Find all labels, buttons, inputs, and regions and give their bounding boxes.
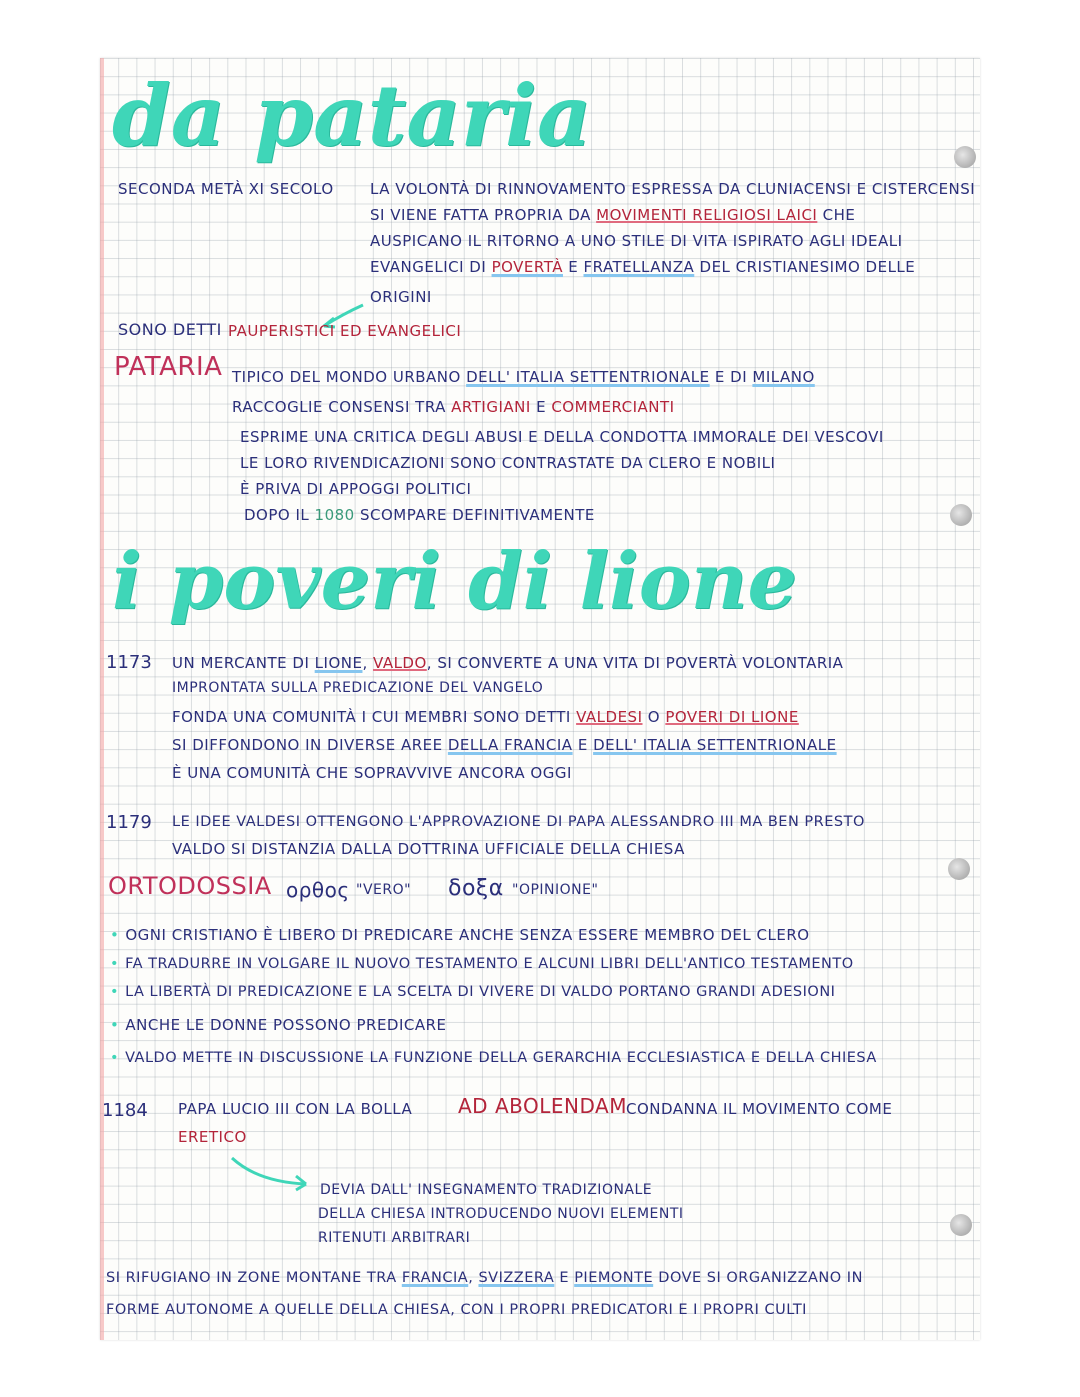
- closing-line: SI RIFUGIANO IN ZONE MONTANE TRA FRANCIA, SVIZZERA E PIEMONTE DOVE SI ORGANIZZANO IN: [106, 1270, 863, 1286]
- pataria-line: È PRIVA DI APPOGGI POLITICI: [240, 480, 472, 498]
- y1184-line1-b: CONDANNA IL MOVIMENTO COME: [626, 1100, 893, 1118]
- bullet-item: • FA TRADURRE IN VOLGARE IL NUOVO TESTAMENTO E ALCUNI LIBRI DELL'ANTICO TESTAMENTO: [110, 956, 854, 972]
- y1179-line: VALDO SI DISTANZIA DALLA DOTTRINA UFFICIALE DELLA CHIESA: [172, 840, 685, 858]
- title-la-pataria: da pataria: [112, 66, 592, 165]
- greek-orthos: ορθος: [286, 878, 350, 902]
- definition-line: RITENUTI ARBITRARI: [318, 1230, 471, 1246]
- label-ortodossia: ORTODOSSIA: [108, 872, 272, 900]
- pataria-line: ESPRIME UNA CRITICA DEGLI ABUSI E DELLA CONDOTTA IMMORALE DEI VESCOVI: [240, 428, 884, 446]
- definition-line: DELLA CHIESA INTRODUCENDO NUOVI ELEMENTI: [318, 1206, 684, 1222]
- bullet-item: • VALDO METTE IN DISCUSSIONE LA FUNZIONE DELLA GERARCHIA ECCLESIASTICA E DELLA CHIESA: [110, 1050, 877, 1066]
- y1173-line: IMPRONTATA SULLA PREDICAZIONE DEL VANGELO: [172, 680, 544, 696]
- pataria-line: RACCOGLIE CONSENSI TRA ARTIGIANI E COMMERCIANTI: [232, 398, 675, 416]
- intro-line: SI VIENE FATTA PROPRIA DA MOVIMENTI RELIGIOSI LAICI CHE: [370, 206, 856, 224]
- pataria-line: DOPO IL 1080 SCOMPARE DEFINITIVAMENTE: [244, 506, 595, 524]
- y1173-line: FONDA UNA COMUNITÀ I CUI MEMBRI SONO DETTI VALDESI O POVERI DI LIONE: [172, 708, 799, 726]
- detti-terms: PAUPERISTICI ED EVANGELICI: [228, 322, 462, 340]
- y1173-line: È UNA COMUNITÀ CHE SOPRAVVIVE ANCORA OGGI: [172, 764, 572, 782]
- year-1173: 1173: [106, 652, 152, 673]
- pataria-line: LE LORO RIVENDICAZIONI SONO CONTRASTATE DA CLERO E NOBILI: [240, 454, 776, 472]
- meaning-vero: "VERO": [356, 882, 412, 898]
- punch-hole: [950, 1214, 972, 1236]
- y1173-line: SI DIFFONDONO IN DIVERSE AREE DELLA FRANCIA E DELL' ITALIA SETTENTRIONALE: [172, 736, 837, 754]
- intro-line: AUSPICANO IL RITORNO A UNO STILE DI VITA ISPIRATO AGLI IDEALI: [370, 232, 903, 250]
- pataria-line: TIPICO DEL MONDO URBANO DELL' ITALIA SETTENTRIONALE E DI MILANO: [232, 368, 815, 386]
- notebook-page: [100, 58, 980, 1340]
- greek-doxa: δοξα: [448, 876, 504, 901]
- bullet-item: • OGNI CRISTIANO È LIBERO DI PREDICARE ANCHE SENZA ESSERE MEMBRO DEL CLERO: [110, 926, 810, 944]
- intro-when: SECONDA METÀ XI SECOLO: [118, 180, 334, 198]
- intro-line: LA VOLONTÀ DI RINNOVAMENTO ESPRESSA DA CLUNIACENSI E CISTERCENSI: [370, 180, 976, 198]
- title-poveri-di-lione: i poveri di lione: [112, 536, 798, 627]
- punch-hole: [950, 504, 972, 526]
- eretico: ERETICO: [178, 1128, 247, 1146]
- punch-hole: [948, 858, 970, 880]
- definition-line: DEVIA DALL' INSEGNAMENTO TRADIZIONALE: [320, 1182, 653, 1198]
- bullet-item: • ANCHE LE DONNE POSSONO PREDICARE: [110, 1016, 447, 1034]
- y1173-line: UN MERCANTE DI LIONE, VALDO, SI CONVERTE A UNA VITA DI POVERTÀ VOLONTARIA: [172, 654, 844, 672]
- margin-line: [100, 58, 104, 1340]
- intro-line: ORIGINI: [370, 288, 432, 306]
- year-1184: 1184: [102, 1100, 148, 1121]
- y1179-line: LE IDEE VALDESI OTTENGONO L'APPROVAZIONE DI PAPA ALESSANDRO III MA BEN PRESTO: [172, 814, 865, 830]
- arrow-icon: [228, 1152, 318, 1192]
- intro-line: EVANGELICI DI POVERTÀ E FRATELLANZA DEL CRISTIANESIMO DELLE: [370, 258, 916, 276]
- punch-hole: [954, 146, 976, 168]
- year-1179: 1179: [106, 812, 152, 833]
- y1184-line1-a: PAPA LUCIO III CON LA BOLLA: [178, 1100, 413, 1118]
- meaning-opinione: "OPINIONE": [512, 882, 599, 898]
- detti-prefix: SONO DETTI: [118, 320, 222, 339]
- closing-line: FORME AUTONOME A QUELLE DELLA CHIESA, CON I PROPRI PREDICATORI E I PROPRI CULTI: [106, 1302, 807, 1318]
- bolla-name: AD ABOLENDAM: [458, 1094, 627, 1118]
- bullet-item: • LA LIBERTÀ DI PREDICAZIONE E LA SCELTA DI VIVERE DI VALDO PORTANO GRANDI ADESIONI: [110, 984, 836, 1000]
- label-pataria: PATARIA: [114, 352, 223, 382]
